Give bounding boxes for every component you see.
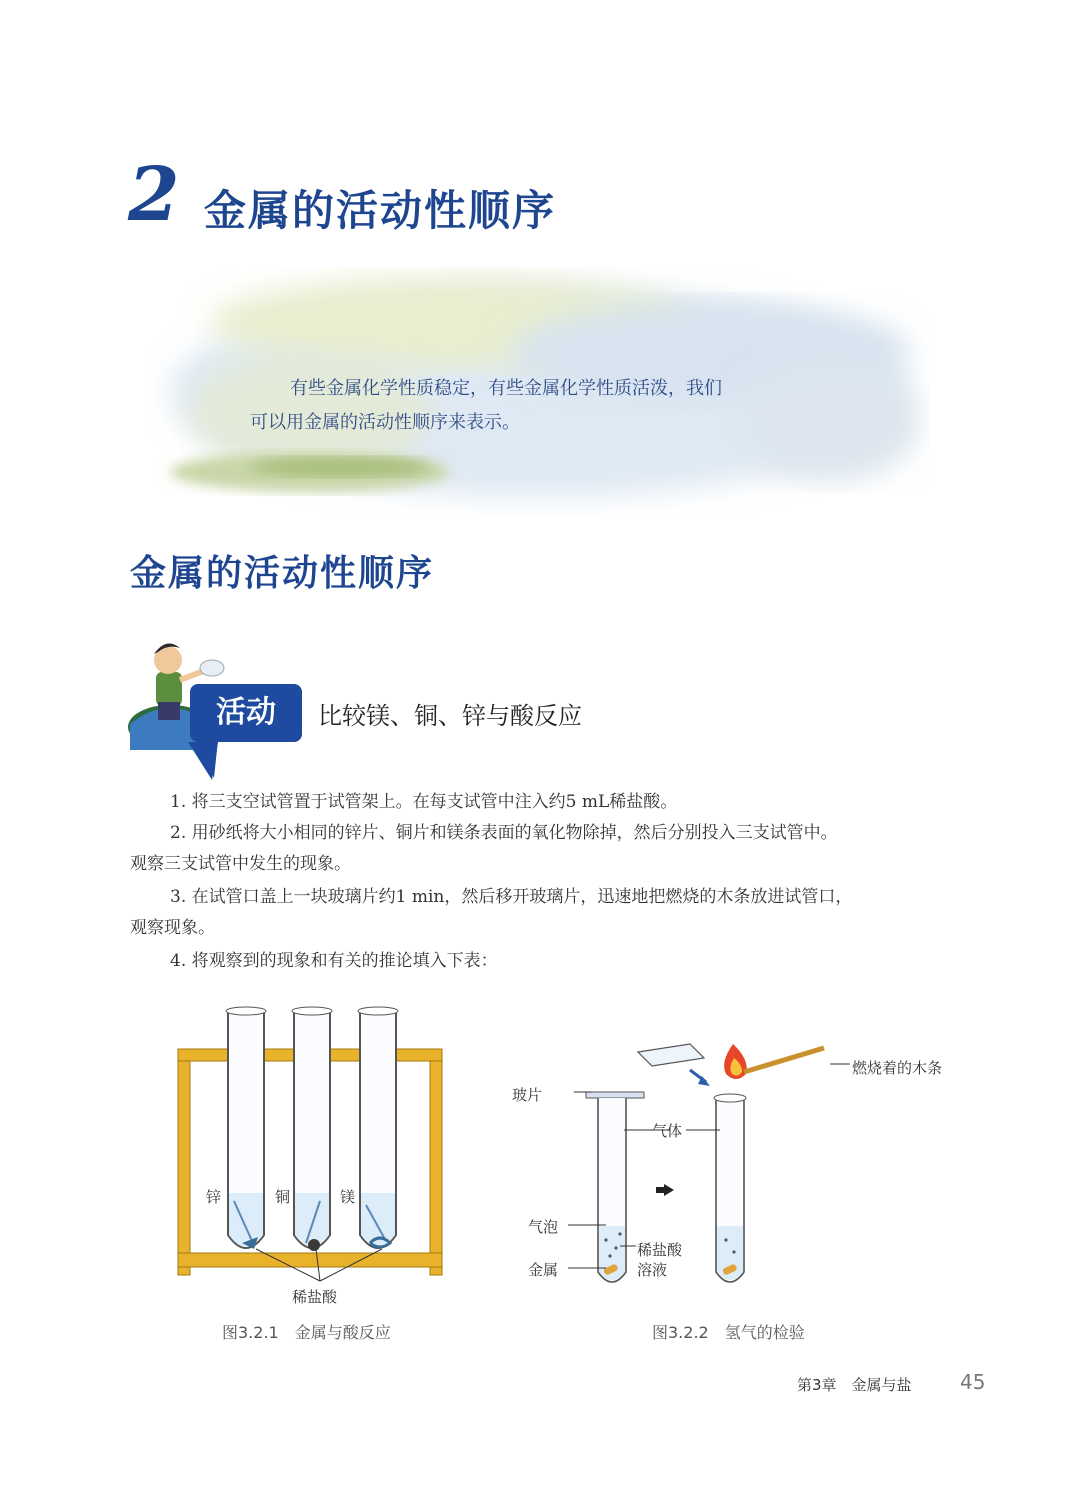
wooden-stick xyxy=(744,1048,824,1072)
step-3-line-2: 观察现象。 xyxy=(130,918,215,938)
label-acid-solution: 稀盐酸 溶液 xyxy=(637,1241,683,1279)
step-2-line-1: 2. 用砂纸将大小相同的锌片、铜片和镁条表面的氧化物除掉，然后分别投入三支试管中。 xyxy=(170,823,838,843)
page-number: 45 xyxy=(960,1370,986,1394)
figure-1-caption: 图3.2.1 金属与酸反应 xyxy=(222,1323,391,1342)
label-copper: 铜 xyxy=(275,1188,291,1206)
label-magnesium: 镁 xyxy=(340,1188,356,1206)
figure-test-tube-rack xyxy=(170,1005,470,1305)
step-1: 1. 将三支空试管置于试管架上。在每支试管中注入约5 mL稀盐酸。 xyxy=(170,792,678,812)
label-burning-stick: 燃烧着的木条 xyxy=(852,1059,943,1077)
intro-paragraph xyxy=(250,372,850,440)
rack-bar-bottom xyxy=(178,1253,442,1267)
section-title: 金属的活动性顺序 xyxy=(130,553,435,594)
intro-line-2: 可以用金属的活动性顺序来表示。 xyxy=(250,412,520,433)
chapter-number: 2 xyxy=(128,152,180,238)
test-tube-zinc xyxy=(226,1007,266,1249)
test-tube-copper xyxy=(292,1007,332,1251)
glass-slide xyxy=(638,1044,704,1066)
intro-line-1: 有些金属化学性质稳定，有些金属化学性质活泼，我们 xyxy=(290,378,722,399)
test-tube-magnesium xyxy=(358,1007,398,1248)
arrow-next xyxy=(664,1184,674,1196)
label-metal: 金属 xyxy=(528,1261,559,1279)
glass-slide-on-tube xyxy=(586,1092,644,1098)
label-gas: 气体 xyxy=(652,1122,683,1140)
activity-title: 比较镁、铜、锌与酸反应 xyxy=(318,702,582,730)
footer-chapter-label: 第3章 金属与盐 xyxy=(797,1376,912,1394)
step-4: 4. 将观察到的现象和有关的推论填入下表： xyxy=(170,951,498,971)
label-zinc: 锌 xyxy=(206,1188,222,1206)
label-bubble: 气泡 xyxy=(528,1218,559,1236)
rack-post-left xyxy=(178,1051,190,1275)
label-glass-slide: 玻片 xyxy=(512,1086,543,1104)
rack-post-right xyxy=(430,1051,442,1275)
figure-2-caption: 图3.2.2 氢气的检验 xyxy=(652,1323,805,1342)
step-2-line-2: 观察三支试管中发生的现象。 xyxy=(130,854,351,874)
activity-tag: 活动 xyxy=(190,684,302,742)
chapter-title: 金属的活动性顺序 xyxy=(204,186,557,235)
label-dilute-acid: 稀盐酸 xyxy=(292,1288,338,1306)
step-3-line-1: 3. 在试管口盖上一块玻璃片约1 min，然后移开玻璃片，迅速地把燃烧的木条放进试管口， xyxy=(170,887,853,907)
speech-tail xyxy=(196,740,220,778)
